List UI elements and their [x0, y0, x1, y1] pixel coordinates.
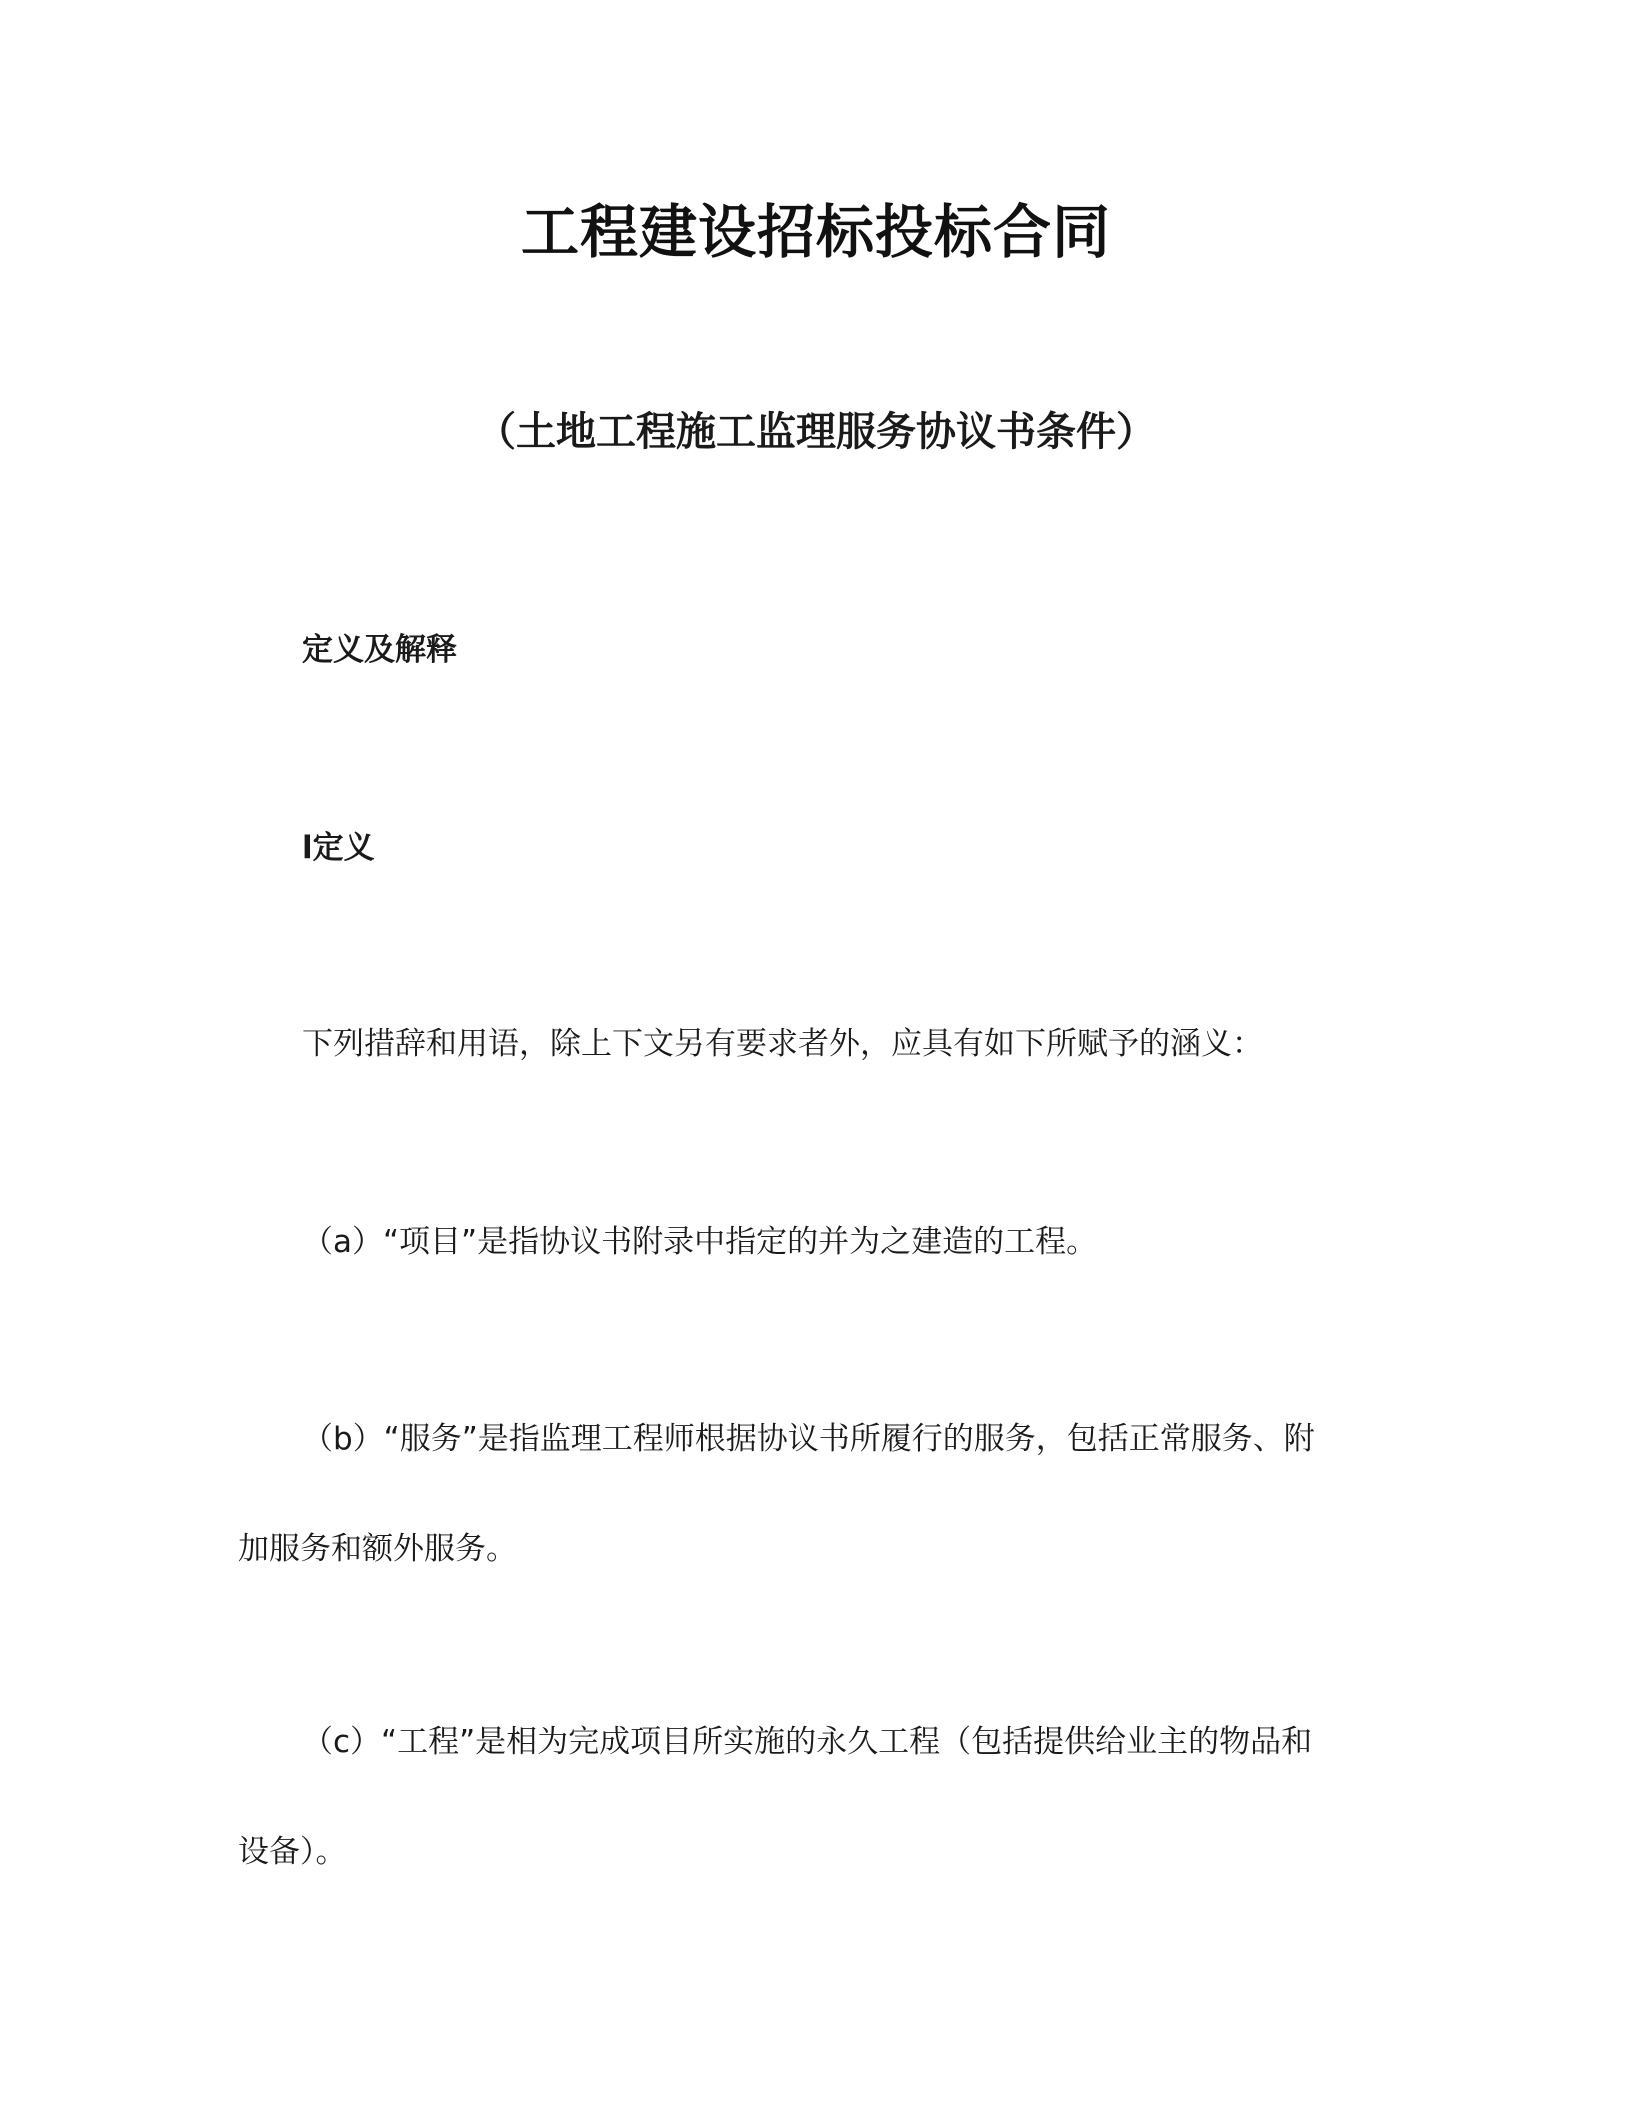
section-heading: 定义及解释: [302, 632, 457, 668]
definition-item-a: （a）“项目”是指协议书附录中指定的并为之建造的工程。: [302, 1224, 1098, 1260]
definition-item-b-line1: （b）“服务”是指监理工程师根据协议书所履行的服务，包括正常服务、附: [302, 1421, 1315, 1457]
definition-item-b-line2: 加服务和额外服务。: [238, 1531, 517, 1567]
definition-item-c-line1: （c）“工程”是相为完成项目所实施的永久工程（包括提供给业主的物品和: [302, 1724, 1313, 1760]
intro-paragraph: 下列措辞和用语，除上下文另有要求者外，应具有如下所赋予的涵义：: [302, 1026, 1263, 1062]
document-title: 工程建设招标投标合同: [520, 198, 1111, 266]
document-subtitle: （土地工程施工监理服务协议书条件）: [476, 409, 1156, 455]
definition-item-c-line2: 设备）。: [238, 1834, 347, 1870]
subsection-heading: l定义: [302, 830, 375, 866]
